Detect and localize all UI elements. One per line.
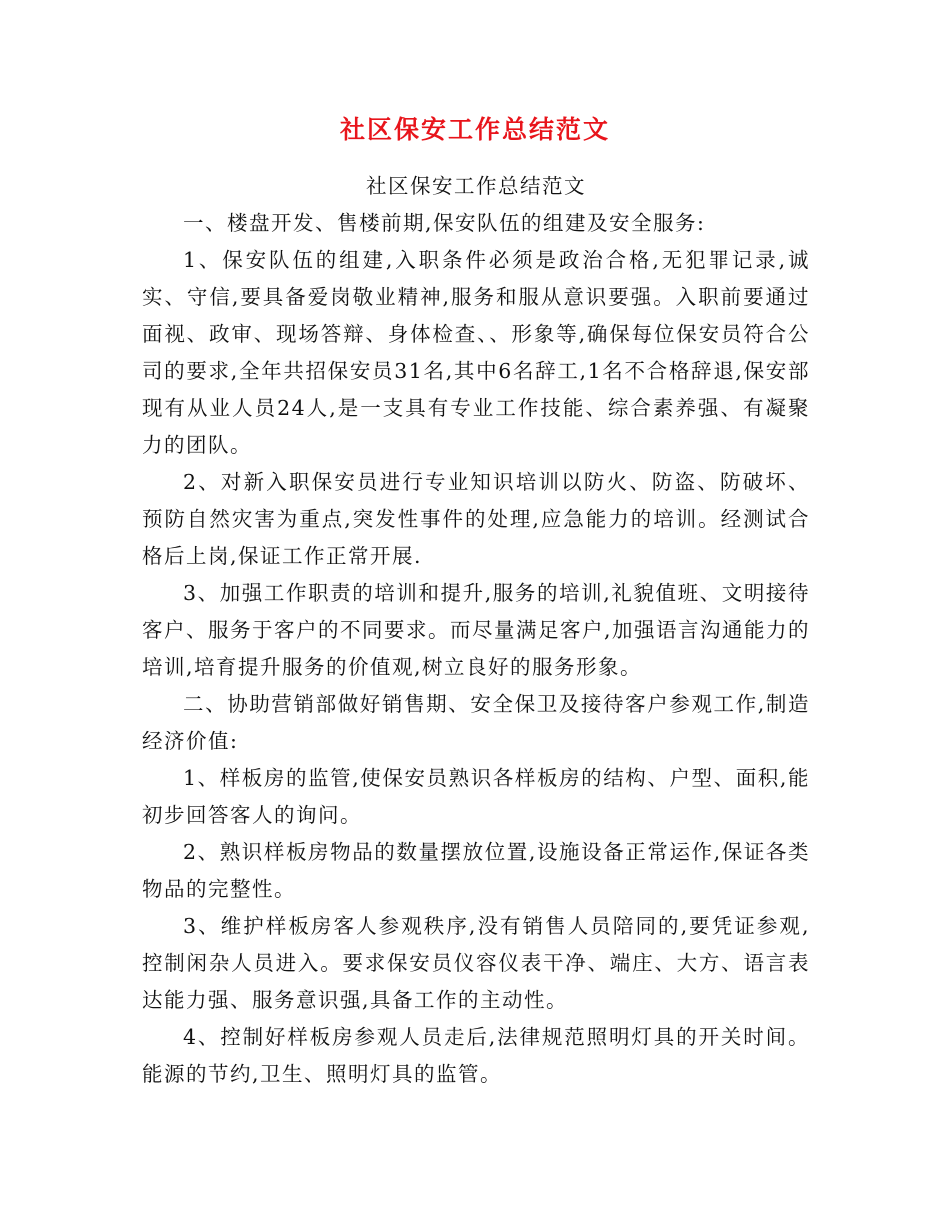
paragraph-section-1-heading: 一、楼盘开发、售楼前期,保安队伍的组建及安全服务:: [183, 211, 706, 235]
paragraph-showroom-items: 2、熟识样板房物品的数量摆放位置,设施设备正常运作,保证各类物品的完整性。: [142, 840, 810, 901]
paragraph-service-training: 3、加强工作职责的培训和提升,服务的培训,礼貌值班、文明接待客户、服务于客户的不同要求。而尽量满足客户,加强语言沟通能力的培训,培育提升服务的价值观,树立良好的服务形象。: [142, 581, 811, 679]
document-subtitle: 社区保安工作总结范文: [366, 174, 586, 198]
paragraph-lighting-control: 4、控制好样板房参观人员走后,法律规范照明灯具的开关时间。能源的节约,卫生、照明灯具的监管。: [142, 1025, 810, 1086]
paragraph-training: 2、对新入职保安员进行专业知识培训以防火、防盗、防破坏、预防自然灾害为重点,突发性事件的处理,应急能力的培训。经测试合格后上岗,保证工作正常开展.: [142, 470, 810, 568]
document-body: [142, 168, 810, 1093]
paragraph-showroom-supervision: 1、样板房的监管,使保安员熟识各样板房的结构、户型、面积,能初步回答客人的询问。: [142, 766, 810, 827]
document-title: 社区保安工作总结范文: [339, 115, 610, 144]
paragraph-section-2-heading: 二、协助营销部做好销售期、安全保卫及接待客户参观工作,制造经济价值:: [142, 692, 810, 753]
paragraph-visitor-order: 3、维护样板房客人参观秩序,没有销售人员陪同的,要凭证参观,控制闲杂人员进入。要求保安员仪容仪表干净、端庄、大方、语言表达能力强、服务意识强,具备工作的主动性。: [142, 914, 810, 1012]
paragraph-team-formation: 1、保安队伍的组建,入职条件必须是政治合格,无犯罪记录,诚实、守信,要具备爱岗敬业精神,服务和服从意识要强。入职前要通过面视、政审、现场答辩、身体检查、、形象等,确保每位保安员符合公司的要求,全年共招保安员31名,其中6名辞工,1名不合格辞退,保安部现有从业人员24人,是一支具有专业工作技能、综合素养强、有凝聚力的团队。: [142, 248, 810, 457]
